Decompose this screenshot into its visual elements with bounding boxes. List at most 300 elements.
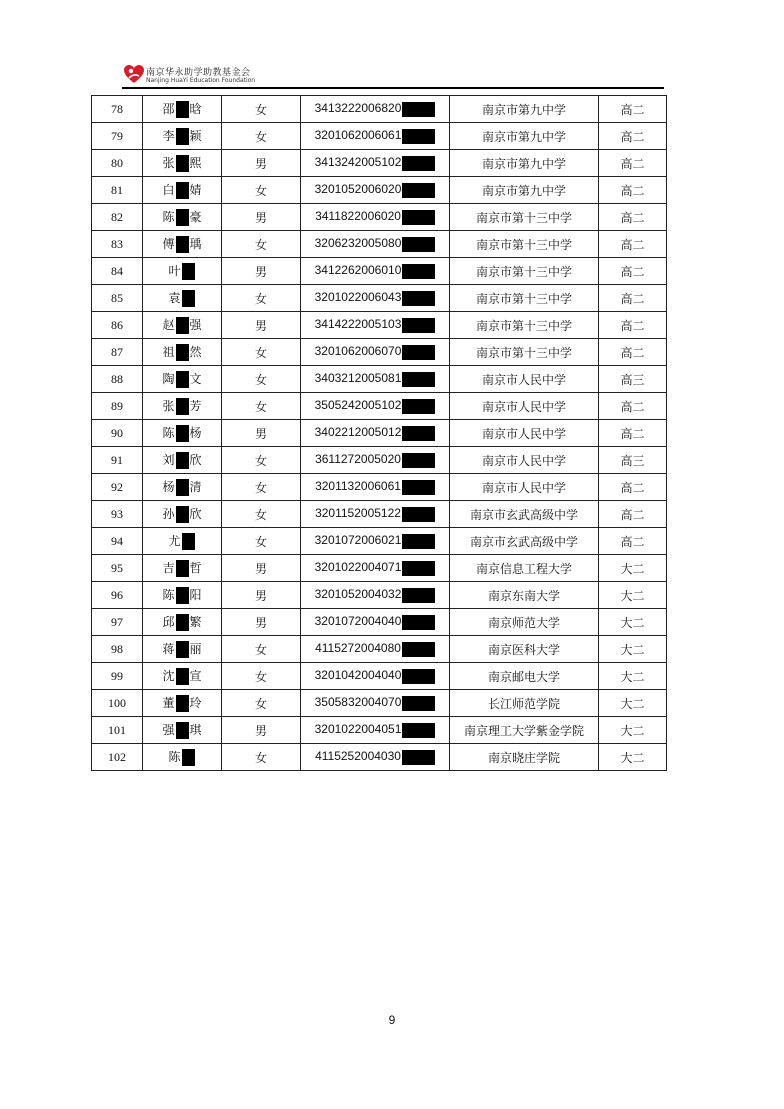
gender: 女: [222, 663, 301, 690]
id-number-prefix: 3611272005020: [315, 452, 401, 467]
student-name: [143, 258, 222, 285]
id-redaction-block: [402, 237, 435, 252]
name-given-char: 玲: [189, 696, 202, 710]
gender: 女: [222, 690, 301, 717]
gender: 女: [222, 474, 301, 501]
school: 南京市第九中学: [450, 150, 599, 177]
gender: 男: [222, 582, 301, 609]
grade: 高二: [599, 204, 667, 231]
gender: 女: [222, 744, 301, 771]
row-number: 102: [92, 744, 143, 771]
student-name: [143, 366, 222, 393]
name-given-char: 宣: [189, 669, 202, 683]
student-name: [143, 474, 222, 501]
table-row: [92, 582, 667, 609]
name-surname: 沈: [162, 669, 175, 683]
student-name: [143, 393, 222, 420]
table-row: [92, 285, 667, 312]
id-redaction-block: [402, 210, 435, 225]
grade: 高二: [599, 312, 667, 339]
table-row: [92, 393, 667, 420]
name-given-char: 强: [189, 318, 202, 332]
gender: 女: [222, 123, 301, 150]
name-given-char: 芳: [189, 399, 202, 413]
student-name: [143, 744, 222, 771]
id-redaction-block: [402, 480, 435, 495]
name-given-char: 欣: [189, 453, 202, 467]
id-number: [301, 609, 450, 636]
table-row: [92, 420, 667, 447]
id-number-prefix: 3201052004032: [314, 587, 402, 602]
student-name: [143, 231, 222, 258]
gender: 女: [222, 177, 301, 204]
gender: 男: [222, 555, 301, 582]
name-given-char: 晗: [189, 102, 202, 116]
grade: 大二: [599, 744, 667, 771]
table-row: [92, 717, 667, 744]
gender: 男: [222, 312, 301, 339]
table-row: [92, 528, 667, 555]
grade: 高二: [599, 393, 667, 420]
name-surname: 陈: [168, 750, 181, 764]
name-redaction-block: [176, 209, 189, 226]
student-roster-table: [91, 95, 667, 771]
school: 南京晓庄学院: [450, 744, 599, 771]
id-number-prefix: 3201052006020: [314, 182, 402, 197]
id-redaction-block: [402, 696, 435, 711]
name-redaction-block: [182, 749, 195, 766]
gender: 女: [222, 339, 301, 366]
id-number-prefix: 3505242005102: [314, 398, 402, 413]
name-redaction-block: [176, 101, 189, 118]
row-number: 101: [92, 717, 143, 744]
table-row: [92, 555, 667, 582]
name-redaction-block: [176, 506, 189, 523]
id-number: [301, 177, 450, 204]
row-number: 98: [92, 636, 143, 663]
org-name-en: Nanjing HuaYi Education Foundation: [146, 77, 256, 84]
name-redaction-block: [176, 425, 189, 442]
name-surname: 袁: [168, 291, 181, 305]
school: 南京市玄武高级中学: [450, 501, 599, 528]
id-number-prefix: 3201072004040: [314, 614, 402, 629]
grade: 大二: [599, 636, 667, 663]
name-surname: 蒋: [162, 642, 175, 656]
school: 南京市第十三中学: [450, 258, 599, 285]
table-row: [92, 231, 667, 258]
grade: 大二: [599, 690, 667, 717]
id-number-prefix: 3412262006010: [314, 263, 402, 278]
name-surname: 尤: [168, 534, 181, 548]
school: 南京邮电大学: [450, 663, 599, 690]
name-given-char: 熙: [189, 156, 202, 170]
school: 南京市人民中学: [450, 474, 599, 501]
id-number: [301, 690, 450, 717]
id-number: [301, 663, 450, 690]
id-number-prefix: 3201022006043: [314, 290, 402, 305]
name-surname: 邵: [162, 102, 175, 116]
id-number: [301, 474, 450, 501]
student-name: [143, 447, 222, 474]
name-surname: 陈: [162, 426, 175, 440]
id-redaction-block: [402, 156, 435, 171]
name-redaction-block: [176, 560, 189, 577]
name-surname: 刘: [162, 453, 175, 467]
page-number: 9: [388, 1013, 396, 1027]
student-name: [143, 150, 222, 177]
row-number: 94: [92, 528, 143, 555]
name-surname: 陈: [162, 588, 175, 602]
table-row: [92, 474, 667, 501]
id-number-prefix: 3201152005122: [315, 506, 401, 521]
school: 南京市人民中学: [450, 366, 599, 393]
name-redaction-block: [176, 128, 189, 145]
id-number: [301, 312, 450, 339]
student-name: [143, 420, 222, 447]
student-name: [143, 663, 222, 690]
name-redaction-block: [176, 344, 189, 361]
grade: 高二: [599, 150, 667, 177]
name-redaction-block: [176, 641, 189, 658]
row-number: 100: [92, 690, 143, 717]
school: 南京市人民中学: [450, 393, 599, 420]
id-redaction-block: [402, 183, 435, 198]
table-row: [92, 366, 667, 393]
school: 南京信息工程大学: [450, 555, 599, 582]
row-number: 80: [92, 150, 143, 177]
id-number: [301, 366, 450, 393]
row-number: 85: [92, 285, 143, 312]
name-redaction-block: [176, 695, 189, 712]
school: 南京市第九中学: [450, 177, 599, 204]
grade: 高二: [599, 285, 667, 312]
id-number-prefix: 3206232005080: [314, 236, 402, 251]
school: 南京东南大学: [450, 582, 599, 609]
id-redaction-block: [402, 561, 435, 576]
table-row: [92, 312, 667, 339]
student-name: [143, 285, 222, 312]
name-given-char: 清: [189, 480, 202, 494]
id-redaction-block: [402, 318, 435, 333]
id-number: [301, 123, 450, 150]
table-row: [92, 150, 667, 177]
name-surname: 陈: [162, 210, 175, 224]
school: 南京市第十三中学: [450, 312, 599, 339]
table-row: [92, 258, 667, 285]
id-number-prefix: 3201062006061: [314, 128, 402, 143]
id-number: [301, 555, 450, 582]
id-number: [301, 96, 450, 123]
id-number-prefix: 3505832004070: [314, 695, 402, 710]
name-redaction-block: [176, 317, 189, 334]
grade: 高三: [599, 447, 667, 474]
name-redaction-block: [176, 587, 189, 604]
id-redaction-block: [402, 534, 435, 549]
name-given-char: 豪: [189, 210, 202, 224]
name-given-char: 文: [189, 372, 202, 386]
id-number: [301, 204, 450, 231]
row-number: 82: [92, 204, 143, 231]
student-name: [143, 123, 222, 150]
school: 南京市人民中学: [450, 447, 599, 474]
name-surname: 叶: [168, 264, 181, 278]
header-rule: [122, 87, 664, 89]
id-redaction-block: [402, 372, 435, 387]
student-name: [143, 204, 222, 231]
id-redaction-block: [402, 750, 435, 765]
name-surname: 傅: [162, 237, 175, 251]
row-number: 89: [92, 393, 143, 420]
name-given-char: 繁: [189, 615, 202, 629]
row-number: 78: [92, 96, 143, 123]
student-name: [143, 528, 222, 555]
foundation-logo-icon: [122, 62, 146, 86]
id-number-prefix: 4115272004080: [315, 641, 401, 656]
student-name: [143, 609, 222, 636]
id-number: [301, 528, 450, 555]
grade: 高二: [599, 339, 667, 366]
id-number: [301, 339, 450, 366]
school: 南京市第九中学: [450, 96, 599, 123]
gender: 男: [222, 420, 301, 447]
name-given-char: 丽: [189, 642, 202, 656]
student-name: [143, 690, 222, 717]
id-redaction-block: [402, 588, 435, 603]
grade: 大二: [599, 582, 667, 609]
id-redaction-block: [402, 291, 435, 306]
gender: 女: [222, 96, 301, 123]
name-surname: 李: [162, 129, 175, 143]
id-redaction-block: [402, 345, 435, 360]
id-number: [301, 258, 450, 285]
id-number: [301, 582, 450, 609]
student-name: [143, 177, 222, 204]
grade: 高二: [599, 258, 667, 285]
name-given-char: 然: [189, 345, 202, 359]
id-redaction-block: [402, 669, 435, 684]
name-given-char: 颖: [189, 129, 202, 143]
school: 南京市第十三中学: [450, 285, 599, 312]
grade: 高二: [599, 231, 667, 258]
grade: 高二: [599, 96, 667, 123]
grade: 高二: [599, 474, 667, 501]
table-row: [92, 177, 667, 204]
name-redaction-block: [176, 614, 189, 631]
table-row: [92, 447, 667, 474]
gender: 男: [222, 204, 301, 231]
grade: 高二: [599, 420, 667, 447]
name-surname: 邱: [162, 615, 175, 629]
name-given-char: 欣: [189, 507, 202, 521]
student-name: [143, 582, 222, 609]
row-number: 91: [92, 447, 143, 474]
id-number-prefix: 3413222006820: [314, 101, 402, 116]
gender: 男: [222, 717, 301, 744]
id-number-prefix: 3201022004051: [314, 722, 402, 737]
student-name: [143, 555, 222, 582]
name-redaction-block: [176, 155, 189, 172]
id-number-prefix: 3413242005102: [314, 155, 402, 170]
row-number: 99: [92, 663, 143, 690]
id-number: [301, 150, 450, 177]
name-redaction-block: [182, 263, 195, 280]
table-row: [92, 663, 667, 690]
name-given-char: 杨: [189, 426, 202, 440]
grade: 大二: [599, 609, 667, 636]
name-redaction-block: [176, 398, 189, 415]
id-number: [301, 717, 450, 744]
id-redaction-block: [402, 453, 435, 468]
row-number: 93: [92, 501, 143, 528]
name-redaction-block: [176, 452, 189, 469]
school: 南京市第十三中学: [450, 339, 599, 366]
name-redaction-block: [176, 182, 189, 199]
school: 南京市玄武高级中学: [450, 528, 599, 555]
name-redaction-block: [182, 290, 195, 307]
row-number: 90: [92, 420, 143, 447]
name-surname: 吉: [162, 561, 175, 575]
gender: 男: [222, 609, 301, 636]
school: 南京市第十三中学: [450, 204, 599, 231]
row-number: 92: [92, 474, 143, 501]
id-number: [301, 420, 450, 447]
id-number: [301, 636, 450, 663]
name-surname: 杨: [162, 480, 175, 494]
name-given-char: 琪: [189, 723, 202, 737]
school: 南京市第九中学: [450, 123, 599, 150]
id-number: [301, 447, 450, 474]
id-number-prefix: 3201132006061: [315, 479, 401, 494]
name-surname: 张: [162, 156, 175, 170]
id-number-prefix: 4115252004030: [315, 749, 401, 764]
student-name: [143, 717, 222, 744]
id-number-prefix: 3201022004071: [314, 560, 402, 575]
id-number: [301, 285, 450, 312]
name-given-char: 哲: [189, 561, 202, 575]
row-number: 88: [92, 366, 143, 393]
table-row: [92, 636, 667, 663]
school: 南京理工大学紫金学院: [450, 717, 599, 744]
name-surname: 白: [162, 183, 175, 197]
gender: 女: [222, 285, 301, 312]
name-surname: 张: [162, 399, 175, 413]
row-number: 81: [92, 177, 143, 204]
grade: 高二: [599, 501, 667, 528]
id-redaction-block: [402, 723, 435, 738]
table-row: [92, 744, 667, 771]
name-given-char: 婧: [189, 183, 202, 197]
gender: 女: [222, 447, 301, 474]
name-surname: 祖: [162, 345, 175, 359]
gender: 男: [222, 258, 301, 285]
row-number: 84: [92, 258, 143, 285]
grade: 高三: [599, 366, 667, 393]
school: 南京市人民中学: [450, 420, 599, 447]
gender: 女: [222, 393, 301, 420]
school: 长江师范学院: [450, 690, 599, 717]
grade: 高二: [599, 528, 667, 555]
name-surname: 赵: [162, 318, 175, 332]
row-number: 87: [92, 339, 143, 366]
name-redaction-block: [176, 371, 189, 388]
id-number-prefix: 3414222005103: [314, 317, 402, 332]
name-given-char: 阳: [189, 588, 202, 602]
school: 南京师范大学: [450, 609, 599, 636]
id-redaction-block: [402, 642, 435, 657]
table-row: [92, 123, 667, 150]
id-redaction-block: [402, 102, 435, 117]
name-surname: 陶: [162, 372, 175, 386]
grade: 高二: [599, 123, 667, 150]
id-number: [301, 393, 450, 420]
table-row: [92, 501, 667, 528]
id-number: [301, 231, 450, 258]
id-number-prefix: 3201062006070: [314, 344, 402, 359]
roster-body: [92, 96, 667, 771]
school: 南京市第十三中学: [450, 231, 599, 258]
row-number: 83: [92, 231, 143, 258]
gender: 女: [222, 528, 301, 555]
id-number-prefix: 3201072006021: [314, 533, 402, 548]
name-surname: 董: [162, 696, 175, 710]
row-number: 96: [92, 582, 143, 609]
id-number-prefix: 3411822006020: [315, 209, 401, 224]
id-number-prefix: 3403212005081: [314, 371, 402, 386]
name-redaction-block: [176, 668, 189, 685]
table-row: [92, 96, 667, 123]
student-name: [143, 501, 222, 528]
name-surname: 强: [162, 723, 175, 737]
grade: 高二: [599, 177, 667, 204]
org-name-cn: 南京华永助学助教基金会: [146, 68, 251, 78]
name-redaction-block: [176, 479, 189, 496]
grade: 大二: [599, 717, 667, 744]
grade: 大二: [599, 663, 667, 690]
row-number: 95: [92, 555, 143, 582]
name-redaction-block: [182, 533, 195, 550]
table-row: [92, 339, 667, 366]
id-redaction-block: [402, 264, 435, 279]
student-name: [143, 636, 222, 663]
name-surname: 孙: [162, 507, 175, 521]
id-redaction-block: [402, 426, 435, 441]
table-row: [92, 204, 667, 231]
id-number-prefix: 3201042004040: [314, 668, 402, 683]
name-redaction-block: [176, 722, 189, 739]
id-redaction-block: [402, 399, 435, 414]
gender: 女: [222, 501, 301, 528]
student-name: [143, 339, 222, 366]
id-redaction-block: [402, 507, 435, 522]
id-number: [301, 744, 450, 771]
id-number: [301, 501, 450, 528]
grade: 大二: [599, 555, 667, 582]
id-number-prefix: 3402212005012: [314, 425, 402, 440]
gender: 女: [222, 231, 301, 258]
gender: 男: [222, 150, 301, 177]
id-redaction-block: [402, 129, 435, 144]
gender: 女: [222, 366, 301, 393]
student-name: [143, 312, 222, 339]
student-name: [143, 96, 222, 123]
name-redaction-block: [176, 236, 189, 253]
table-row: [92, 690, 667, 717]
row-number: 79: [92, 123, 143, 150]
table-row: [92, 609, 667, 636]
name-given-char: 瑀: [189, 237, 202, 251]
gender: 女: [222, 636, 301, 663]
row-number: 97: [92, 609, 143, 636]
